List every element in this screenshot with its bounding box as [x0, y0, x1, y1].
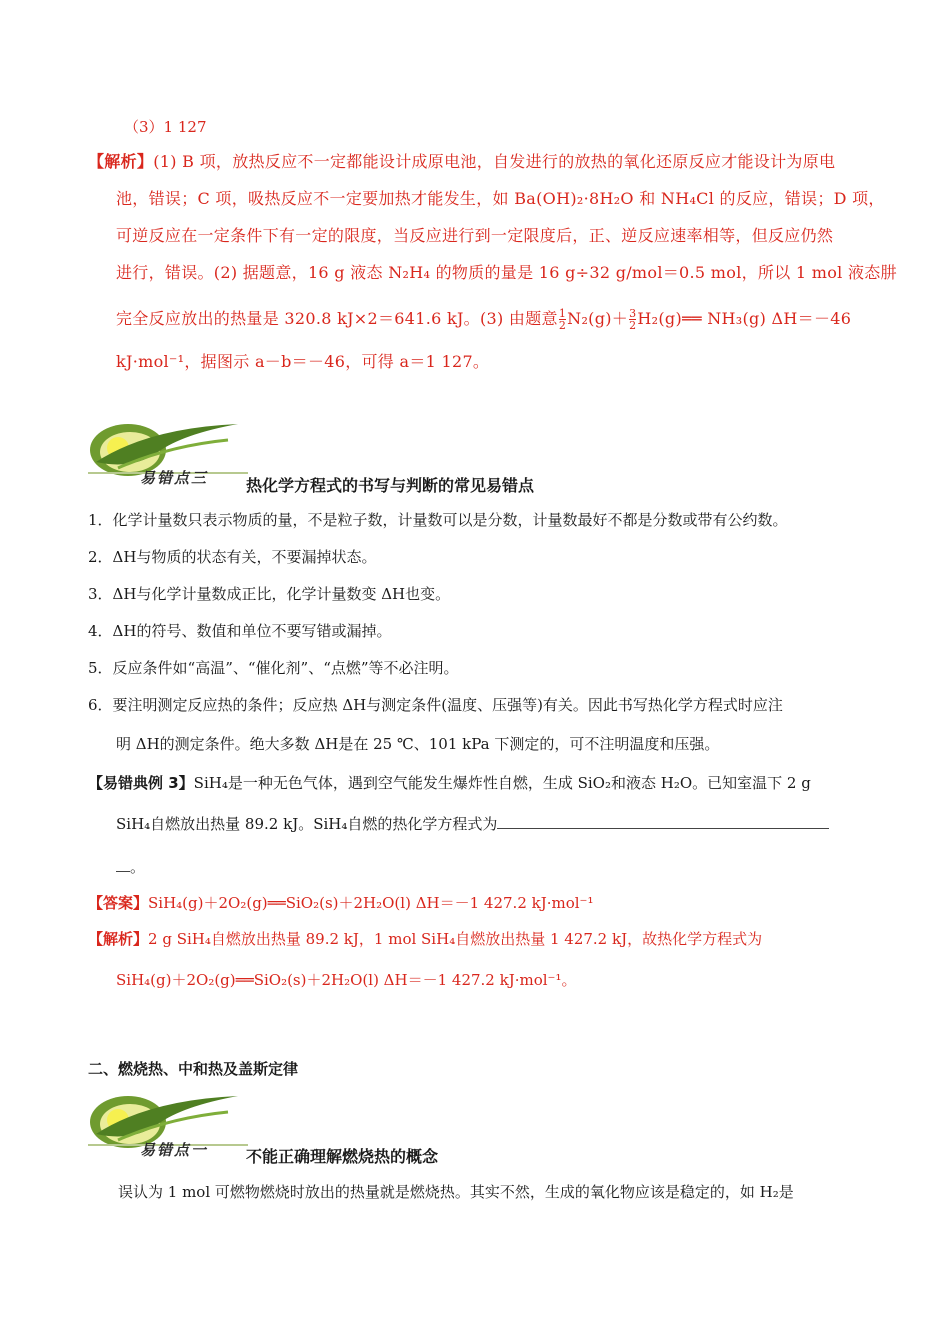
analysis-line-5 — [116, 308, 851, 331]
analysis-line-3: 可逆反应在一定条件下有一定的限度，当反应进行到一定限度后，正、逆反应速率相等，但反应仍然 — [116, 226, 834, 245]
analysis-line-6: kJ·mol⁻¹，据图示 a－b＝－46，可得 a＝1 127。 — [116, 352, 490, 371]
fraction-three-half: $\frac{3}{2}$ — [629, 307, 637, 332]
answer-tag: 【答案】 — [88, 894, 149, 912]
analysis-line-4: 进行，错误。(2) 据题意，16 g 液态 N₂H₄ 的物质的量是 16 g÷32 g/mol＝0.5 mol，所以 1 mol 液态肼 — [116, 263, 897, 282]
section-two-title: 不能正确理解燃烧热的概念 — [246, 1147, 439, 1166]
banner-label: 易错点一 — [140, 1141, 209, 1159]
list-item: 3．ΔH与化学计量数成正比，化学计量数变 ΔH也变。 — [88, 585, 451, 603]
section-banner-1 — [88, 1090, 248, 1160]
analysis-2-line-1 — [88, 929, 762, 949]
analysis-2-line-2: SiH₄(g)＋2O₂(g)══SiO₂(s)＋2H₂O(l) ΔH＝－1 427.2 kJ·mol⁻¹。 — [116, 971, 577, 989]
answer-blank-cont[interactable] — [116, 857, 130, 872]
analysis-line-2: 池，错误；C 项，吸热反应不一定要加热才能发生，如 Ba(OH)₂·8H₂O 和 NH₄Cl 的反应，错误；D 项， — [116, 189, 885, 208]
example-line-1 — [88, 773, 811, 793]
analysis-text-1: (1) B 项，放热反应不一定都能设计成原电池，自发进行的放热的氧化还原反应才能设计为原电 — [153, 152, 836, 171]
analysis-2-text-1: 2 g SiH₄自燃放出热量 89.2 kJ，1 mol SiH₄自燃放出热量 1 427.2 kJ，故热化学方程式为 — [148, 930, 763, 948]
answer-blank[interactable] — [497, 814, 829, 829]
example-line-2 — [116, 814, 829, 834]
list-item: 4．ΔH的符号、数值和单位不要写错或漏掉。 — [88, 622, 392, 640]
list-item: 2．ΔH与物质的状态有关，不要漏掉状态。 — [88, 548, 377, 566]
analysis-tag: 【解析】 — [88, 152, 154, 171]
answer-equation: SiH₄(g)＋2O₂(g)══SiO₂(s)＋2H₂O(l) ΔH＝－1 427.2 kJ·mol⁻¹ — [148, 894, 594, 912]
list-item: 5．反应条件如“高温”、“催化剂”、“点燃”等不必注明。 — [88, 659, 459, 677]
fraction-one-half: $\frac{1}{2}$ — [558, 307, 567, 332]
analysis-text-5a: 完全反应放出的热量是 320.8 kJ×2＝641.6 kJ。(3) 由题意 — [116, 309, 558, 328]
example-text-2: SiH₄自燃放出热量 89.2 kJ。SiH₄自燃的热化学方程式为 — [116, 815, 498, 833]
answer-3-line: （3）1 127 — [124, 118, 207, 136]
section-banner-3 — [88, 418, 248, 488]
section-3-title: 热化学方程式的书写与判断的常见易错点 — [246, 476, 535, 495]
analysis-text-5b: N₂(g)＋ — [567, 309, 629, 328]
list-item-continuation: 明 ΔH的测定条件。绝大多数 ΔH是在 25 ℃、101 kPa 下测定的，可不注明温度和压强。 — [116, 735, 720, 753]
banner-label: 易错点三 — [140, 469, 209, 487]
list-item: 1．化学计量数只表示物质的量，不是粒子数，计量数可以是分数，计量数最好不都是分数或带有公约数。 — [88, 511, 788, 529]
example-line-3: 。 — [116, 857, 145, 877]
section-two-paragraph: 误认为 1 mol 可燃物燃烧时放出的热量就是燃烧热。其实不然，生成的氧化物应该是稳定的，如 H₂是 — [118, 1183, 794, 1201]
answer-line — [88, 893, 594, 913]
analysis-text-5c: H₂(g)══ NH₃(g) ΔH＝－46 — [637, 309, 852, 328]
analysis-2-tag: 【解析】 — [88, 930, 149, 948]
example-tag: 【易错典例 3】 — [88, 774, 194, 792]
analysis-line-1 — [88, 152, 835, 172]
example-text-1: SiH₄是一种无色气体，遇到空气能发生爆炸性自燃，生成 SiO₂和液态 H₂O。已知室温下 2 g — [193, 774, 811, 792]
list-item: 6．要注明测定反应热的条件；反应热 ΔH与测定条件(温度、压强等)有关。因此书写热化学方程式时应注 — [88, 696, 783, 714]
section-two-heading: 二、燃烧热、中和热及盖斯定律 — [88, 1060, 299, 1078]
